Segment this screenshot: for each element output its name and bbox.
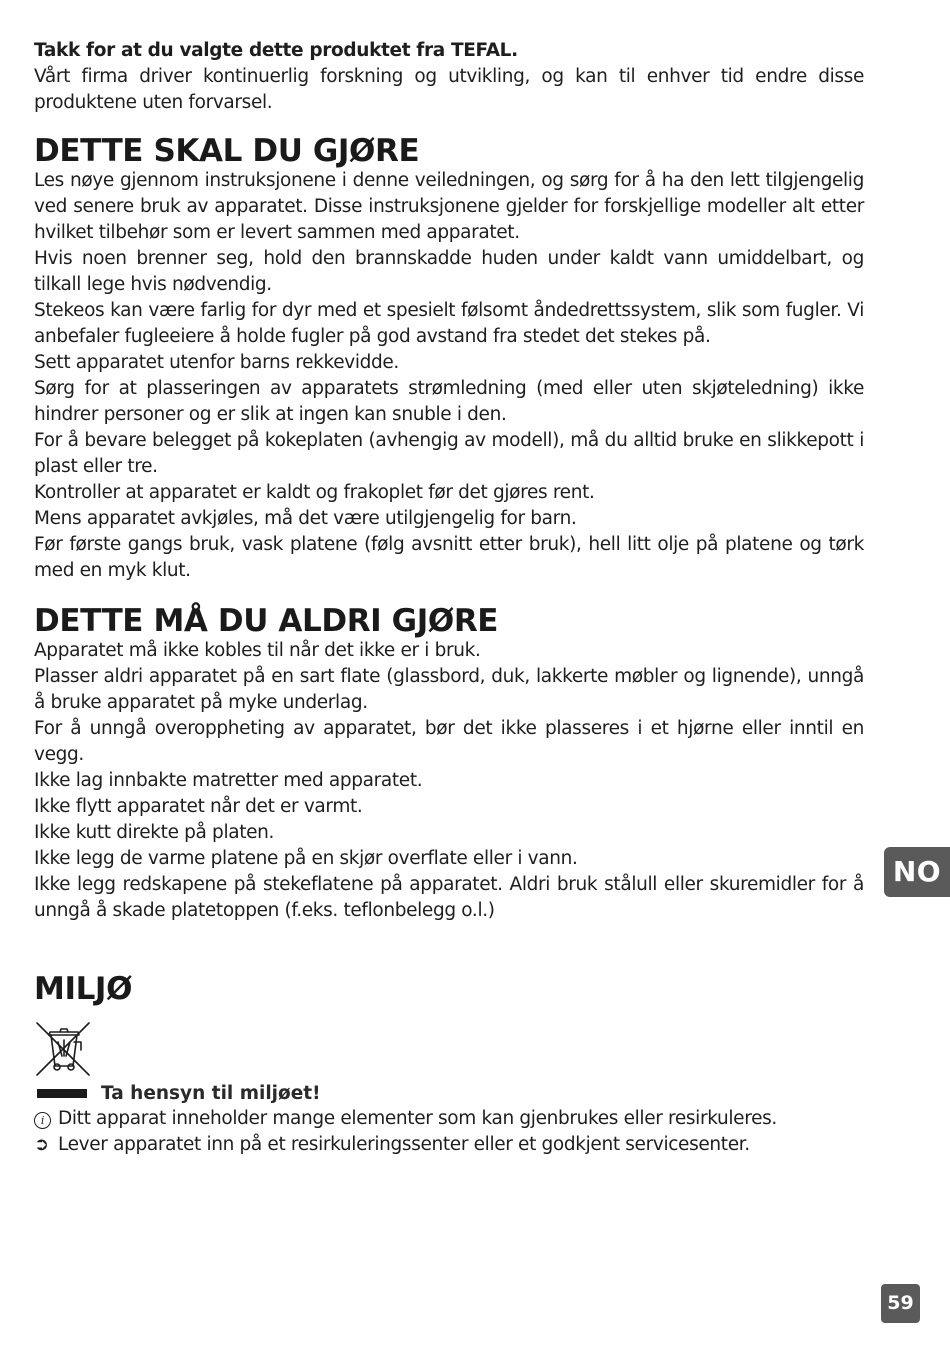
info-icon	[34, 1106, 58, 1132]
section-do-paragraph: Før første gangs bruk, vask platene (følg avsnitt etter bruk), hell litt olje på platene og tørk med en myk klut.	[34, 534, 864, 581]
section-dont-paragraph: Ikke legg redskapene på stekeflatene på apparatet. Aldri bruk stålull eller skuremidler for å unngå å skade platetoppen (f.eks. teflonbelegg o.l.)	[34, 874, 864, 921]
section-do-paragraph: Stekeos kan være farlig for dyr med et spesielt følsomt åndedrettssystem, slik som fugler. Vi anbefaler fugleeiere å holde fugler på god avstand fra stedet det stekes på.	[34, 300, 864, 347]
page-number: 59	[881, 1284, 920, 1323]
arrow-bullet-text: Lever apparatet inn på et resirkuleringssenter eller et godkjent servicesenter.	[58, 1134, 750, 1155]
section-do-paragraph: Sørg for at plasseringen av apparatets strømledning (med eller uten skjøteledning) ikke hindrer personer og er slik at ingen kan snuble i den.	[34, 378, 864, 425]
intro-bold-line: Takk for at du valgte dette produktet fra TEFAL.	[34, 40, 518, 61]
section-dont-paragraph: Apparatet må ikke kobles til når det ikke er i bruk.	[34, 640, 481, 661]
weee-bar-mark	[37, 1089, 87, 1098]
intro-text: Vårt firma driver kontinuerlig forskning og utvikling, og kan til enhver tid endre disse produktene uten forvarsel.	[34, 66, 864, 113]
arrow-bullet	[34, 1132, 864, 1158]
env-subtitle-row	[34, 1080, 864, 1106]
section-dont-title: DETTE MÅ DU ALDRI GJØRE	[34, 603, 499, 639]
section-do-paragraph: Sett apparatet utenfor barns rekkevidde.	[34, 352, 399, 373]
section-do-title: DETTE SKAL DU GJØRE	[34, 133, 420, 169]
section-dont-paragraph: Ikke flytt apparatet når det er varmt.	[34, 796, 363, 817]
section-dont-paragraph: Ikke legg de varme platene på en skjør overflate eller i vann.	[34, 848, 578, 869]
crossed-out-wheelie-bin-icon	[34, 1020, 94, 1078]
arrow-right-icon: ➲	[34, 1134, 49, 1155]
section-do-paragraph: Kontroller at apparatet er kaldt og frakoplet før det gjøres rent.	[34, 482, 595, 503]
section-dont-paragraph: Plasser aldri apparatet på en sart flate (glassbord, duk, lakkerte møbler og lignende), unngå å bruke apparatet på myke underlag.	[34, 666, 864, 713]
section-do-paragraph: For å bevare belegget på kokeplaten (avhengig av modell), må du alltid bruke en slikkepott i plast eller tre.	[34, 430, 864, 477]
section-env-title: MILJØ	[34, 971, 133, 1007]
section-do-paragraph: Mens apparatet avkjøles, må det være utilgjengelig for barn.	[34, 508, 577, 529]
section-dont-paragraph: For å unngå overoppheting av apparatet, bør det ikke plasseres i et hjørne eller inntil en vegg.	[34, 718, 864, 765]
env-subtitle: Ta hensyn til miljøet!	[101, 1082, 321, 1104]
document-page	[34, 38, 864, 1158]
section-do-paragraph: Hvis noen brenner seg, hold den brannskadde huden under kaldt vann umiddelbart, og tilkall lege hvis nødvendig.	[34, 248, 864, 295]
info-icon-glyph: i	[34, 1112, 51, 1129]
info-bullet-text: Ditt apparat inneholder mange elementer som kan gjenbrukes eller resirkuleres.	[58, 1108, 777, 1129]
section-dont-paragraph: Ikke lag innbakte matretter med apparatet.	[34, 770, 423, 791]
language-tab: NO	[884, 847, 950, 897]
section-dont-paragraph: Ikke kutt direkte på platen.	[34, 822, 275, 843]
info-bullet	[34, 1106, 864, 1132]
section-do-paragraph: Les nøye gjennom instruksjonene i denne veiledningen, og sørg for å ha den lett tilgjengelig ved senere bruk av apparatet. Disse instruksjonene gjelder for forskjellige modeller alt etter hvilket tilbehør som er levert sammen med apparatet.	[34, 170, 864, 243]
